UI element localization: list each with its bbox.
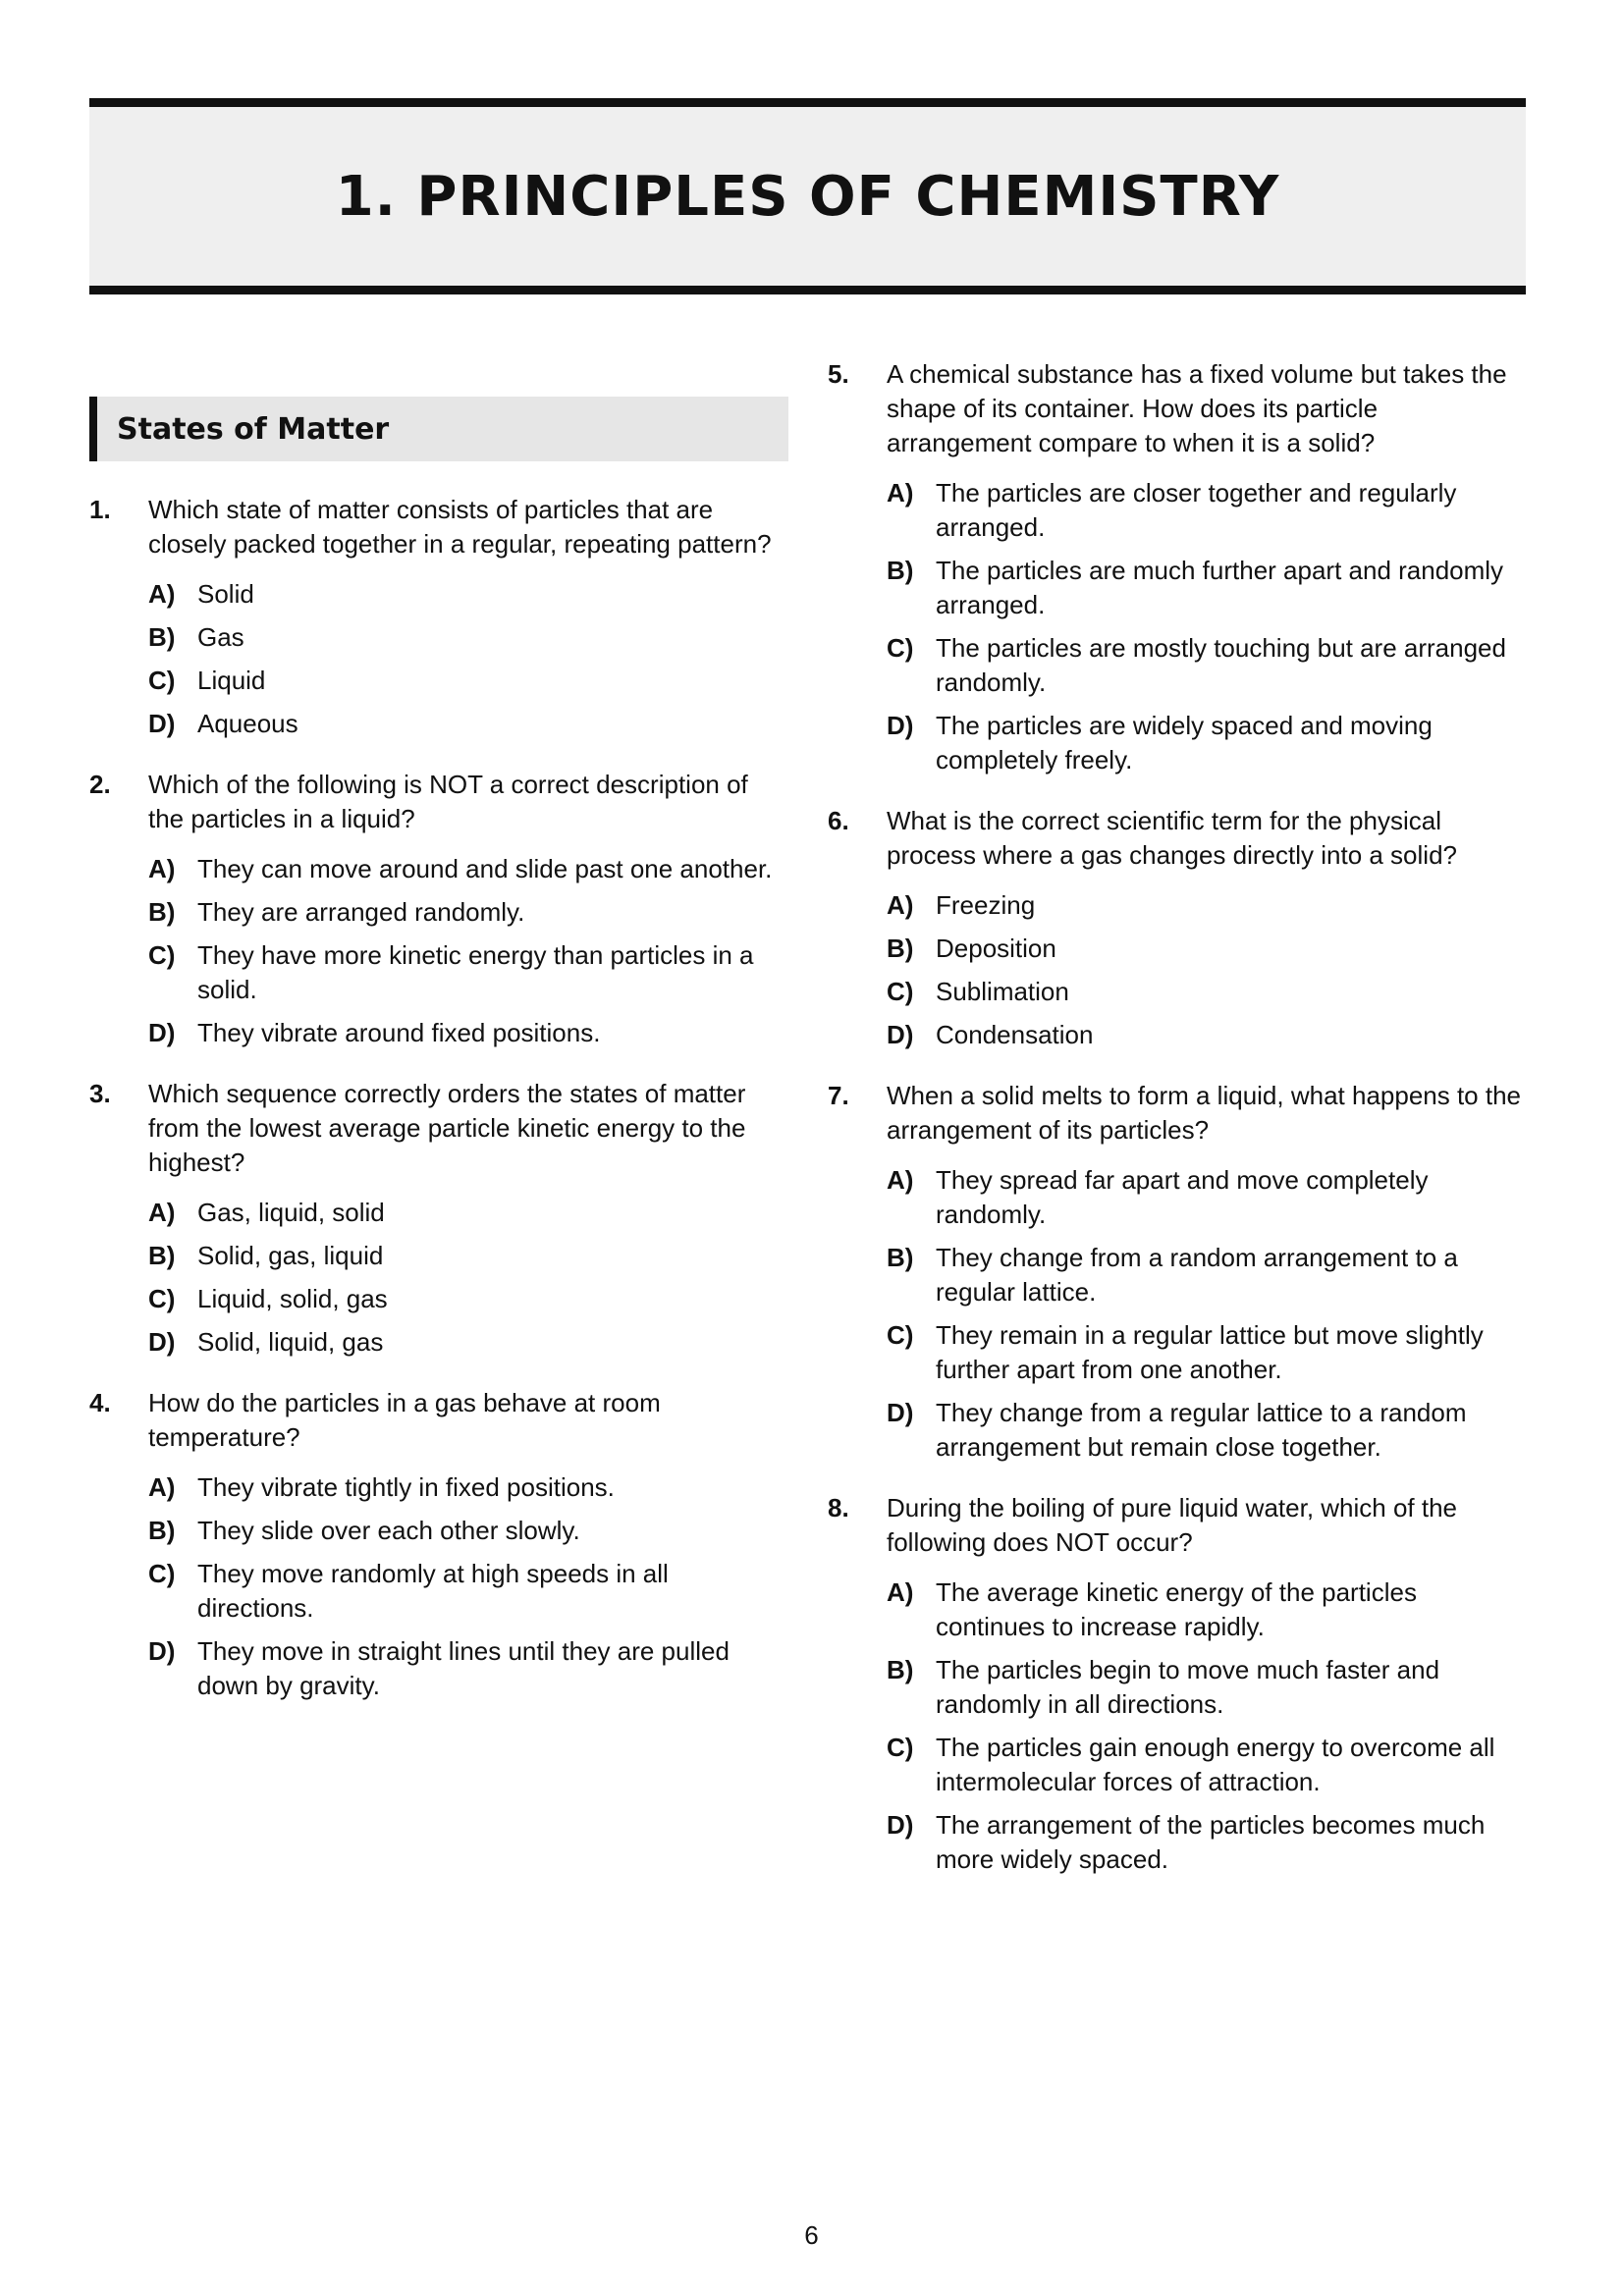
- option-a: [148, 1196, 788, 1230]
- question-text: A chemical substance has a fixed volume but takes the shape of its container. How does its particle arrangement compare to when it is a solid?: [887, 359, 1507, 457]
- option-letter: B): [887, 1655, 914, 1684]
- option-text: The particles begin to move much faster and randomly in all directions.: [936, 1655, 1440, 1719]
- option-d: [148, 1325, 788, 1360]
- option-b: [148, 620, 788, 655]
- option-letter: C): [148, 940, 176, 970]
- option-b: [148, 1514, 788, 1548]
- option-letter: D): [148, 1636, 176, 1666]
- option-letter: D): [887, 1020, 914, 1049]
- answer-options: [887, 888, 1527, 1052]
- option-a: [887, 888, 1527, 923]
- option-text: Liquid, solid, gas: [197, 1284, 388, 1313]
- question-5: [828, 357, 1527, 786]
- option-d: [887, 1808, 1527, 1877]
- option-text: Aqueous: [197, 709, 298, 738]
- option-letter: D): [887, 711, 914, 740]
- option-b: [887, 554, 1527, 622]
- option-letter: D): [887, 1810, 914, 1840]
- option-a: [148, 852, 788, 886]
- question-7: [828, 1079, 1527, 1473]
- question-8: [828, 1491, 1527, 1886]
- page-number: 6: [804, 2220, 819, 2250]
- option-text: They are arranged randomly.: [197, 897, 525, 927]
- option-letter: D): [148, 1327, 176, 1357]
- option-letter: A): [887, 890, 914, 920]
- option-text: The particles are much further apart and randomly arranged.: [936, 556, 1504, 619]
- option-a: [887, 1163, 1527, 1232]
- option-text: They move randomly at high speeds in all directions.: [197, 1559, 669, 1623]
- option-letter: C): [148, 666, 176, 695]
- option-text: The particles gain enough energy to overcome all intermolecular forces of attraction.: [936, 1733, 1495, 1796]
- option-text: They remain in a regular lattice but move slightly further apart from one another.: [936, 1320, 1484, 1384]
- answer-options: [887, 476, 1527, 777]
- option-letter: C): [887, 1733, 914, 1762]
- option-text: The particles are mostly touching but are arranged randomly.: [936, 633, 1506, 697]
- option-letter: A): [148, 854, 176, 883]
- option-b: [148, 895, 788, 930]
- question-text: Which of the following is NOT a correct description of the particles in a liquid?: [148, 770, 748, 833]
- question-text: When a solid melts to form a liquid, what happens to the arrangement of its particles?: [887, 1081, 1522, 1145]
- left-column: [89, 493, 788, 1712]
- chapter-title-banner: [89, 98, 1526, 294]
- option-b: [887, 932, 1527, 966]
- option-letter: A): [887, 1577, 914, 1607]
- option-text: Solid: [197, 579, 254, 609]
- right-column: [828, 357, 1527, 1886]
- option-text: They change from a random arrangement to a regular lattice.: [936, 1243, 1458, 1307]
- option-letter: A): [148, 1472, 176, 1502]
- option-letter: D): [148, 709, 176, 738]
- section-title: States of Matter: [117, 411, 390, 447]
- section-header: [89, 397, 788, 461]
- question-number: 6.: [828, 806, 849, 835]
- answer-options: [887, 1575, 1527, 1877]
- option-c: [887, 975, 1527, 1009]
- option-text: Condensation: [936, 1020, 1094, 1049]
- option-d: [887, 1396, 1527, 1465]
- option-text: They slide over each other slowly.: [197, 1516, 580, 1545]
- option-a: [148, 577, 788, 612]
- question-number: 1.: [89, 495, 111, 524]
- option-letter: B): [887, 1243, 914, 1272]
- option-letter: D): [148, 1018, 176, 1047]
- option-text: Liquid: [197, 666, 266, 695]
- option-letter: B): [148, 1516, 176, 1545]
- option-letter: A): [148, 579, 176, 609]
- question-number: 3.: [89, 1079, 111, 1108]
- question-1: [89, 493, 788, 750]
- option-letter: C): [887, 977, 914, 1006]
- option-a: [887, 1575, 1527, 1644]
- option-c: [148, 938, 788, 1007]
- option-text: Freezing: [936, 890, 1036, 920]
- option-b: [148, 1239, 788, 1273]
- option-text: Solid, liquid, gas: [197, 1327, 384, 1357]
- option-text: They have more kinetic energy than particles in a solid.: [197, 940, 754, 1004]
- question-3: [89, 1077, 788, 1368]
- option-b: [887, 1241, 1527, 1309]
- option-c: [148, 1282, 788, 1316]
- option-c: [887, 1318, 1527, 1387]
- answer-options: [148, 1470, 788, 1703]
- option-letter: B): [148, 897, 176, 927]
- question-text: How do the particles in a gas behave at room temperature?: [148, 1388, 661, 1452]
- option-letter: C): [148, 1559, 176, 1588]
- option-text: The average kinetic energy of the particles continues to increase rapidly.: [936, 1577, 1417, 1641]
- option-text: They vibrate around fixed positions.: [197, 1018, 601, 1047]
- option-a: [887, 476, 1527, 545]
- question-2: [89, 768, 788, 1059]
- option-text: Solid, gas, liquid: [197, 1241, 384, 1270]
- option-text: Gas: [197, 622, 244, 652]
- option-c: [148, 664, 788, 698]
- option-letter: D): [887, 1398, 914, 1427]
- option-c: [148, 1557, 788, 1626]
- option-d: [887, 1018, 1527, 1052]
- question-text: During the boiling of pure liquid water, which of the following does NOT occur?: [887, 1493, 1458, 1557]
- question-4: [89, 1386, 788, 1712]
- option-letter: A): [148, 1198, 176, 1227]
- option-letter: B): [148, 1241, 176, 1270]
- option-text: They change from a regular lattice to a random arrangement but remain close together.: [936, 1398, 1467, 1462]
- question-6: [828, 804, 1527, 1061]
- option-text: They move in straight lines until they are pulled down by gravity.: [197, 1636, 730, 1700]
- question-text: Which sequence correctly orders the states of matter from the lowest average particle kinetic energy to the highest?: [148, 1079, 746, 1177]
- option-text: The particles are widely spaced and moving completely freely.: [936, 711, 1433, 774]
- option-a: [148, 1470, 788, 1505]
- option-text: Sublimation: [936, 977, 1069, 1006]
- option-text: The arrangement of the particles becomes much more widely spaced.: [936, 1810, 1486, 1874]
- option-c: [887, 1731, 1527, 1799]
- question-number: 4.: [89, 1388, 111, 1417]
- question-number: 8.: [828, 1493, 849, 1522]
- option-b: [887, 1653, 1527, 1722]
- option-d: [887, 709, 1527, 777]
- option-d: [148, 707, 788, 741]
- question-number: 2.: [89, 770, 111, 799]
- option-letter: A): [887, 1165, 914, 1195]
- answer-options: [887, 1163, 1527, 1465]
- option-c: [887, 631, 1527, 700]
- question-text: What is the correct scientific term for the physical process where a gas changes directly into a solid?: [887, 806, 1457, 870]
- option-d: [148, 1016, 788, 1050]
- option-text: The particles are closer together and regularly arranged.: [936, 478, 1457, 542]
- option-letter: C): [148, 1284, 176, 1313]
- option-letter: A): [887, 478, 914, 507]
- chapter-title: 1. PRINCIPLES OF CHEMISTRY: [335, 164, 1280, 229]
- option-text: They vibrate tightly in fixed positions.: [197, 1472, 615, 1502]
- question-text: Which state of matter consists of particles that are closely packed together in a regular, repeating pattern?: [148, 495, 772, 559]
- option-text: Deposition: [936, 934, 1056, 963]
- option-letter: C): [887, 633, 914, 663]
- option-letter: C): [887, 1320, 914, 1350]
- option-text: They spread far apart and move completely randomly.: [936, 1165, 1429, 1229]
- answer-options: [148, 852, 788, 1050]
- option-text: They can move around and slide past one another.: [197, 854, 773, 883]
- answer-options: [148, 577, 788, 741]
- answer-options: [148, 1196, 788, 1360]
- option-letter: B): [148, 622, 176, 652]
- question-number: 5.: [828, 359, 849, 389]
- question-number: 7.: [828, 1081, 849, 1110]
- option-text: Gas, liquid, solid: [197, 1198, 385, 1227]
- option-d: [148, 1634, 788, 1703]
- option-letter: B): [887, 556, 914, 585]
- option-letter: B): [887, 934, 914, 963]
